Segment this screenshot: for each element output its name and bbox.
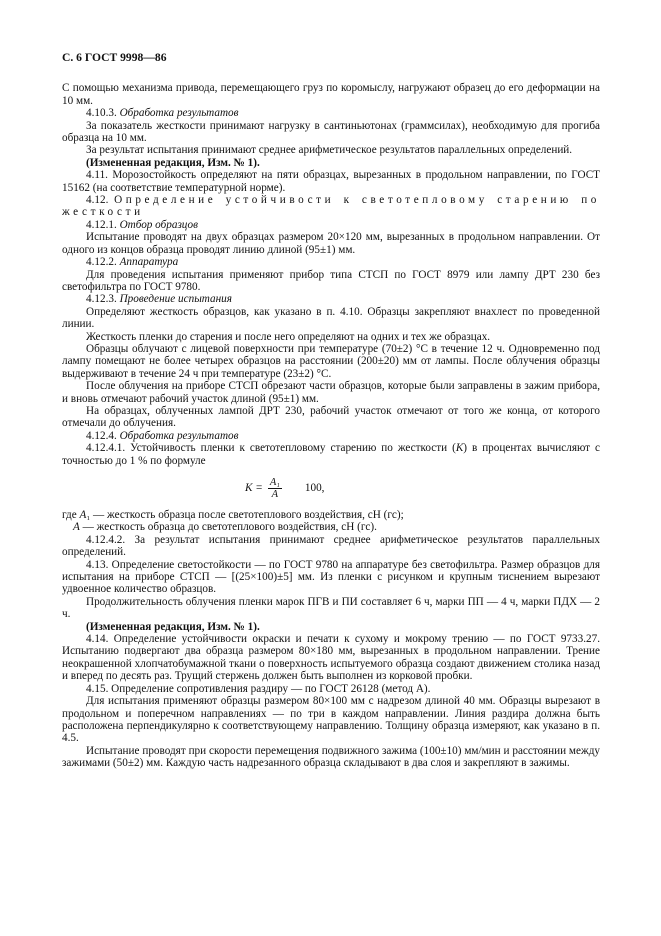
text-run: К (455, 442, 464, 455)
paragraph (62, 256, 600, 268)
paragraph: Для проведения испытания применяют прибор типа СТСП по ГОСТ 8979 или лампу ДРТ 230 без светофильтра по ГОСТ 9780. (62, 268, 600, 293)
formula-fraction (268, 477, 282, 500)
text-run: Определение устойчивости к светотепловому старению по жесткости (62, 194, 600, 219)
formula-denominator: A (271, 488, 279, 500)
text-run: A (73, 521, 80, 534)
paragraph: Определяют жесткость образцов, как указано в п. 4.10. Образцы закрепляют внахлест по проведенной линии. (62, 305, 600, 331)
formula (245, 473, 600, 503)
text-run: — жесткость образца до светотеплового воздействия, сН (гс). (79, 521, 377, 534)
paragraph: На образцах, облученных лампой ДРТ 230, рабочий участок отмечают от того же конца, от которого отмечали до облучения. (62, 404, 600, 430)
paragraph: (Измененная редакция, Изм. № 1). (86, 156, 260, 169)
text-run: где (62, 509, 80, 521)
text-run: 4.12.2. (86, 256, 120, 269)
text-run: 4.12.4. (86, 429, 120, 442)
text-run: ) в процентах вычисляют с точностью до 1 % по формуле (62, 442, 600, 467)
paragraph: Продолжительность облучения пленки марок ПГВ и ПИ составляет 6 ч, марки ПП — 4 ч, марки ПДХ — 2 ч. (62, 595, 600, 621)
paragraph: 4.15. Определение сопротивления раздиру — по ГОСТ 26128 (метод А). (86, 682, 431, 695)
text-run: 4.12. (86, 194, 115, 207)
paragraph: 4.13. Определение светостойкости — по ГОСТ 9780 на аппаратуре без светофильтра. Размер образцов для испытания на приборе СТСП — [(25×100)±5] мм. Из пленки с рисунком и крупным тиснением вырезают удвоенное количество образцов. (62, 558, 600, 596)
page-header: С. 6 ГОСТ 9998—86 (62, 51, 167, 64)
text-run: ₁ — жесткость образца после светотеплового воздействия, сН (гс); (86, 509, 404, 521)
text-run: Обработка результатов (119, 107, 239, 120)
text-block-2 (62, 509, 600, 770)
paragraph: Испытание проводят на двух образцах размером 20×120 мм, вырезанных в продольном направлении. От одного из концов образца проводят линию длиной (95±1) мм. (62, 231, 600, 256)
paragraph: Жесткость пленки до старения и после него определяют на одних и тех же образцах. (86, 330, 491, 343)
paragraph: Для испытания применяют образцы размером 80×100 мм с надрезом длиной 40 мм. Образцы вырезают в продольном и поперечном направлениях — по три в каждом направлении. Линия раздира должна быть расположена перпендикулярно к соответствующему направлению. Толщину образца измеряют, как указано в п. 4.5. (62, 695, 600, 745)
paragraph: 4.11. Морозостойкость определяют на пяти образцах, вырезанных в продольном направлении, по ГОСТ 15162 (на соответствие температурной норме). (62, 169, 600, 194)
paragraph (62, 430, 600, 442)
paragraph (62, 219, 600, 231)
text-run: Проведение испытания (119, 293, 232, 306)
formula-numerator: A₁ (269, 476, 280, 488)
text-run: A (79, 509, 87, 521)
text-run: Обработка результатов (119, 429, 239, 442)
paragraph: (Измененная редакция, Изм. № 1). (86, 620, 260, 633)
text-run: 4.10.3. (86, 107, 120, 120)
text-run: Аппаратура (119, 256, 179, 269)
paragraph: Образцы облучают с лицевой поверхности при температуре (70±2) °С в течение 12 ч. Одновременно под лампу помещают не более четырех образцов на расстоянии (200±20) мм от лампы. После облучения образцы выдерживают в течение 24 ч при температуре (23±2) °С. (62, 342, 600, 380)
paragraph: За результат испытания принимают среднее арифметическое результатов параллельных определений. (86, 144, 573, 157)
paragraph (62, 107, 600, 119)
paragraph (62, 194, 600, 219)
paragraph (62, 509, 600, 521)
text-run: 4.12.3. (86, 293, 120, 306)
formula-lhs: K = (245, 481, 263, 494)
text-run: Отбор образцов (119, 218, 198, 231)
paragraph: С помощью механизма привода, перемещающего груз по коромыслу, нагружают образец до его деформации на 10 мм. (62, 82, 600, 107)
text-run: 4.12.1. (86, 218, 120, 231)
text-block-1 (62, 82, 600, 467)
text-run: 4.12.4.1. Устойчивость пленки к светотепловому старению по жесткости ( (86, 442, 456, 455)
formula-factor: 100, (304, 481, 325, 494)
paragraph: 4.12.4.2. За результат испытания принимают среднее арифметическое результатов параллельных определений. (62, 533, 600, 559)
paragraph: Испытание проводят при скорости перемещения подвижного зажима (100±10) мм/мин и расстоянии между зажимами (50±2) мм. Каждую часть надрезанного образца складывают в два слоя и закрепляют в зажимы. (62, 744, 600, 770)
paragraph: После облучения на приборе СТСП обрезают части образцов, которые были заправлены в зажим прибора, и вновь отмечают рабочий участок длиной (95±1) мм. (62, 380, 600, 405)
paragraph (62, 293, 600, 305)
paragraph (62, 442, 600, 467)
paragraph: 4.14. Определение устойчивости окраски и печати к сухому и мокрому трению — по ГОСТ 9733.27. Испытанию подвергают два образца размером 80×180 мм, вырезанных в продольном направлении. Трение неокрашенной хлопчатобумажной ткани о поверхность испытуемого образца создают движением столика назад и вперед по десять раз. Трущий стержень должен быть выполнен из корковой пробки. (62, 633, 600, 683)
paragraph (62, 521, 600, 533)
paragraph: За показатель жесткости принимают нагрузку в сантиньютонах (граммсилах), необходимую для прогиба образца на 10 мм. (62, 119, 600, 145)
document-page (62, 52, 600, 770)
